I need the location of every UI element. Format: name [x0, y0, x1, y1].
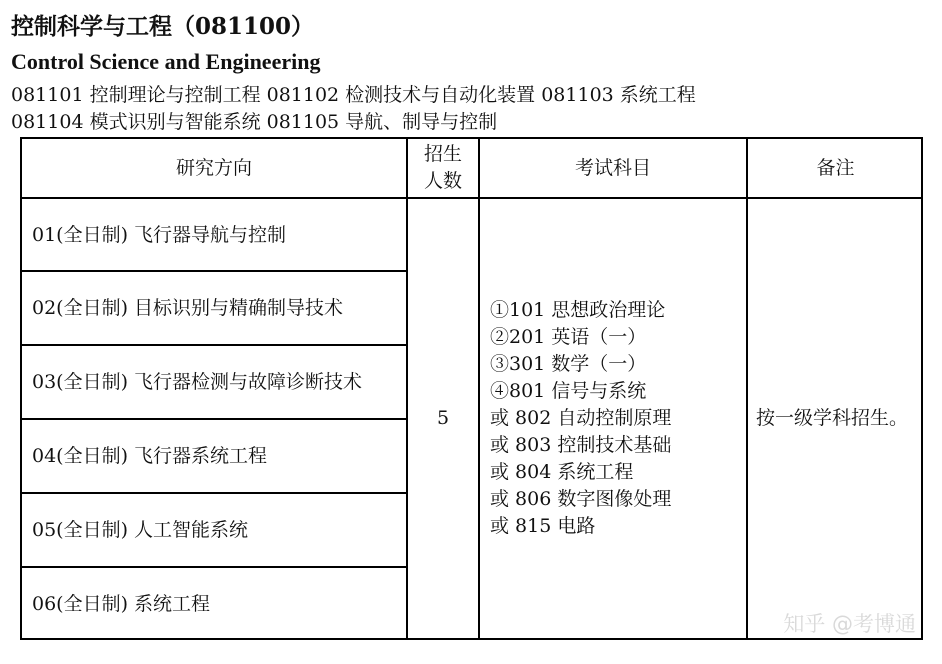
exam-item: 或 803 控制技术基础	[490, 434, 672, 456]
table-row: 03(全日制) 飞行器检测与故障诊断技术	[32, 370, 363, 393]
subfield-list-line-1: 081101 控制理论与控制工程 081102 检测技术与自动化装置 081103 系统工程	[11, 84, 696, 106]
table-row: 05(全日制) 人工智能系统	[32, 518, 249, 541]
exam-item: 或 806 数字图像处理	[490, 488, 672, 510]
column-header-note: 备注	[816, 156, 855, 179]
watermark: 知乎 @考博通	[783, 612, 916, 636]
table-row: 02(全日制) 目标识别与精确制导技术	[32, 296, 344, 319]
table-row: 04(全日制) 飞行器系统工程	[32, 444, 268, 467]
table-row: 06(全日制) 系统工程	[32, 592, 211, 615]
exam-subjects	[480, 199, 746, 638]
exam-item: ③301 数学（一）	[490, 353, 647, 375]
exam-item: ②201 英语（一）	[490, 326, 647, 348]
exam-item: 或 815 电路	[490, 515, 596, 537]
subfield-list-line-2: 081104 模式识别与智能系统 081105 导航、制导与控制	[11, 111, 498, 133]
exam-item: 或 804 系统工程	[490, 461, 634, 483]
table-row: 01(全日制) 飞行器导航与控制	[32, 223, 287, 246]
page-title: 控制科学与工程（081100）	[11, 13, 315, 40]
column-header-quota	[408, 139, 478, 197]
page-title-english: Control Science and Engineering	[11, 49, 321, 74]
admissions-table	[20, 137, 923, 640]
exam-item: ④801 信号与系统	[490, 380, 647, 402]
column-header-exam: 考试科目	[574, 156, 651, 179]
column-header-quota-line-1: 招生	[423, 143, 462, 165]
exam-item: ①101 思想政治理论	[490, 299, 666, 321]
quota-value: 5	[436, 407, 450, 429]
column-header-quota-line-2: 人数	[423, 170, 462, 192]
note-value: 按一级学科招生。	[756, 407, 909, 429]
column-header-direction: 研究方向	[175, 156, 252, 179]
exam-item: 或 802 自动控制原理	[490, 407, 672, 429]
